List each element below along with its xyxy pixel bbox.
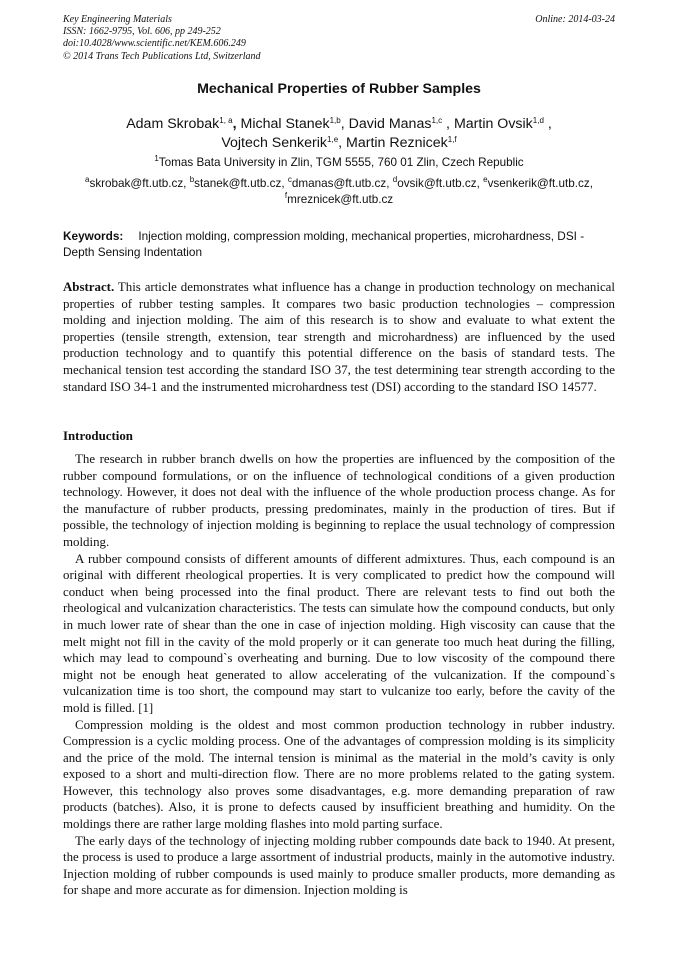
- keywords: [63, 229, 615, 261]
- affiliation: [63, 156, 615, 169]
- email-marker: b: [189, 175, 195, 184]
- paragraph: Compression molding is the oldest and most common production technology in rubber industry. Compression is a cyclic molding process. One of the advantages of compression molding is its simplicity and the price of the mold. The internal tension is minimal as the material in the mold’s cavity is only exposed to a short and multi-direction flow. There are no more problems related to the gating system. However, this technology also proves some disadvantages, e.g. more demanding preparation of raw products (batches). Also, it is prone to defects caused by insufficient breathing and humidity. On the moldings there are rather large molding flashes into mold parting surface.: [63, 717, 615, 832]
- introduction-body: [63, 451, 615, 899]
- email-link[interactable]: dmanas@ft.utb.cz,: [291, 177, 393, 190]
- keywords-text: Injection molding, compression molding, mechanical properties, microhardness, DSI - Depth Sensing Indentation: [63, 229, 585, 259]
- issn-line: ISSN: 1662-9795, Vol. 606, pp 249-252: [63, 26, 221, 38]
- email-link[interactable]: mreznicek@ft.utb.cz: [287, 193, 394, 206]
- author: [346, 135, 457, 151]
- email-marker: d: [392, 175, 398, 184]
- author-name: Martin Reznicek: [346, 135, 448, 151]
- email-marker: c: [287, 175, 292, 184]
- journal-header: [63, 14, 615, 63]
- author-list: [63, 115, 615, 153]
- paragraph: The research in rubber branch dwells on how the properties are influenced by the composition of the rubber compound formulations, or on the influence of technological conditions of a given production technology. However, it does not deal with the influence of the whole production process change. As for the manufacture of rubber products, pressing predominates, mainly in the production of tires. But if possible, the technology of injection molding is beginning to replace the usual technology of compression molding.: [63, 452, 615, 549]
- abstract-text: This article demonstrates what influence has a change in production technology on mechanical properties of rubber testing samples. It compares two basic production technologies – compression molding and injection molding. The aim of this research is to show and evaluate to what extent the properties (tensile strength, extension, tear strength and microhardness) are influenced by the used production technology and to quantify this potential difference on the basis of standard tests. The mechanical tension test according the standard ISO 37, the test determining tear strength according to the standard ISO 34-1 and the instrumented microhardness test (DSI) according to the standard ISO 14577.: [63, 280, 615, 394]
- author-affiliation-marker: 1,f: [447, 135, 457, 144]
- author-affiliation-marker: 1, a: [219, 116, 233, 125]
- author: [454, 116, 552, 132]
- author-name: Adam Skrobak: [126, 116, 220, 132]
- online-date: Online: 2014-03-24: [535, 14, 615, 25]
- email-link[interactable]: ovsik@ft.utb.cz,: [397, 177, 484, 190]
- author-separator: ,: [442, 116, 454, 132]
- affiliation-marker: 1: [154, 154, 159, 163]
- email-link[interactable]: stanek@ft.utb.cz,: [194, 177, 288, 190]
- copyright-line: © 2014 Trans Tech Publications Ltd, Switzerland: [63, 50, 261, 62]
- email-list: [55, 176, 623, 208]
- email-marker: f: [284, 191, 288, 200]
- author-separator: ,: [340, 116, 349, 132]
- author: [241, 116, 349, 132]
- email-link[interactable]: skrobak@ft.utb.cz,: [89, 177, 190, 190]
- paragraph: The early days of the technology of injecting molding rubber compounds date back to 1940. At present, the process is used to produce a large assortment of industrial products, mainly in the automotive industry. Injection molding of rubber compounds is used mainly to produce smaller products, more demanding as for shape and more accurate as for dimension. Injection molding is: [63, 833, 615, 898]
- author-affiliation-marker: 1,d: [532, 116, 544, 125]
- author-affiliation-marker: 1,e: [327, 135, 339, 144]
- email-link[interactable]: vsenkerik@ft.utb.cz,: [487, 177, 593, 190]
- email-marker: e: [483, 175, 488, 184]
- author-name: Michal Stanek: [240, 116, 330, 132]
- doi-line: doi:10.4028/www.scientific.net/KEM.606.249: [63, 38, 246, 50]
- author-affiliation-marker: 1,b: [329, 116, 341, 125]
- author-affiliation-marker: 1,c: [431, 116, 443, 125]
- author: [221, 135, 346, 151]
- keywords-label: Keywords:: [63, 229, 124, 243]
- author-separator: ,: [338, 135, 347, 151]
- author: [126, 116, 240, 132]
- paragraph: A rubber compound consists of different amounts of different admixtures. Thus, each compound is an original with different rheological properties. It is very complicated to predict how the compound will conduct when being processed into the final product. There are relevant tests to find out both the rheological and vulcanization characteristics. The tests can simulate how the compound conducts, but only in much lower rate of shear than the one in case of injection molding. High viscosity can cause that the melt might not fill in the cavity of the mold properly or it can generate too much heat during the filling, which may lead to compound`s overheating and burning. Due to low viscosity of the compound there might not be enough heat generated to allow accelerating of the vulcanization. If the compound`s vulcanization time is too short, the compound may start to vulcanize too early, before the cavity of the mold is filled. [1]: [63, 551, 615, 715]
- author-name: David Manas: [348, 116, 432, 132]
- section-heading-introduction: Introduction: [63, 429, 133, 443]
- email-marker: a: [85, 175, 90, 184]
- author-separator: ,: [543, 116, 552, 132]
- abstract: [63, 279, 615, 395]
- author-name: Martin Ovsik: [453, 116, 533, 132]
- author-name: Vojtech Senkerik: [221, 135, 328, 151]
- abstract-label: Abstract.: [63, 280, 115, 294]
- author: [349, 116, 454, 132]
- affiliation-text: Tomas Bata University in Zlin, TGM 5555, 760 01 Zlin, Czech Republic: [158, 156, 524, 169]
- author-separator: ,: [232, 116, 241, 132]
- paper-title: Mechanical Properties of Rubber Samples: [197, 81, 481, 97]
- journal-name: Key Engineering Materials: [63, 14, 172, 25]
